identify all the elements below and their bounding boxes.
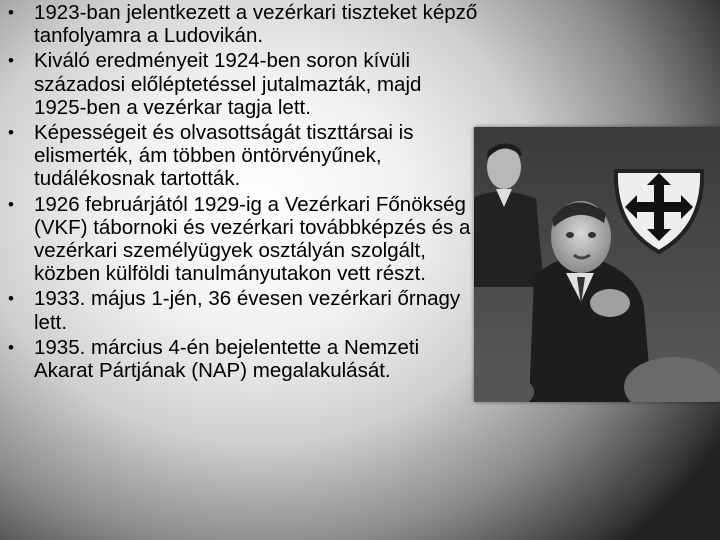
bullet-item (8, 49, 478, 119)
bullet-text: Kiváló eredményeit 1924-ben soron kívüli századosi előléptetéssel jutalmazták, majd 1925-ben a vezérkar tagja lett. (34, 49, 422, 119)
bullet-dot-icon: • (8, 337, 14, 357)
bullet-dot-icon: • (8, 51, 14, 71)
photo-illustration (474, 127, 720, 402)
bullet-dot-icon: • (8, 289, 14, 309)
bullet-dot-icon: • (8, 3, 14, 22)
bullet-item (8, 1, 478, 47)
bullet-item (8, 287, 478, 333)
bullet-dot-icon: • (8, 123, 14, 143)
bullet-dot-icon: • (8, 194, 14, 214)
bullet-text: 1933. május 1-jén, 36 évesen vezérkari őrnagy lett. (34, 287, 461, 334)
bullet-item (8, 336, 478, 382)
bullet-item (8, 193, 478, 286)
bullet-list (8, 1, 478, 384)
bullet-text: Képességeit és olvasottságát tiszttársai is elismerték, ám többen öntörvényűnek, tudálékosnak tartották. (34, 121, 414, 191)
bullet-item (8, 121, 478, 191)
bullet-text: 1926 februárjától 1929-ig a Vezérkari Főnökség (VKF) tábornoki és vezérkari továbbképzés és a vezérkari személyügyek osztályán szolgált, közben külföldi tanulmányutakon vett részt. (34, 192, 471, 286)
bullet-text: 1923-ban jelentkezett a vezérkari tiszteket képző tanfolyamra a Ludovikán. (34, 1, 478, 48)
historical-photo (474, 127, 720, 402)
bullet-text: 1935. március 4-én bejelentette a Nemzeti Akarat Pártjának (NAP) megalakulását. (34, 335, 420, 383)
